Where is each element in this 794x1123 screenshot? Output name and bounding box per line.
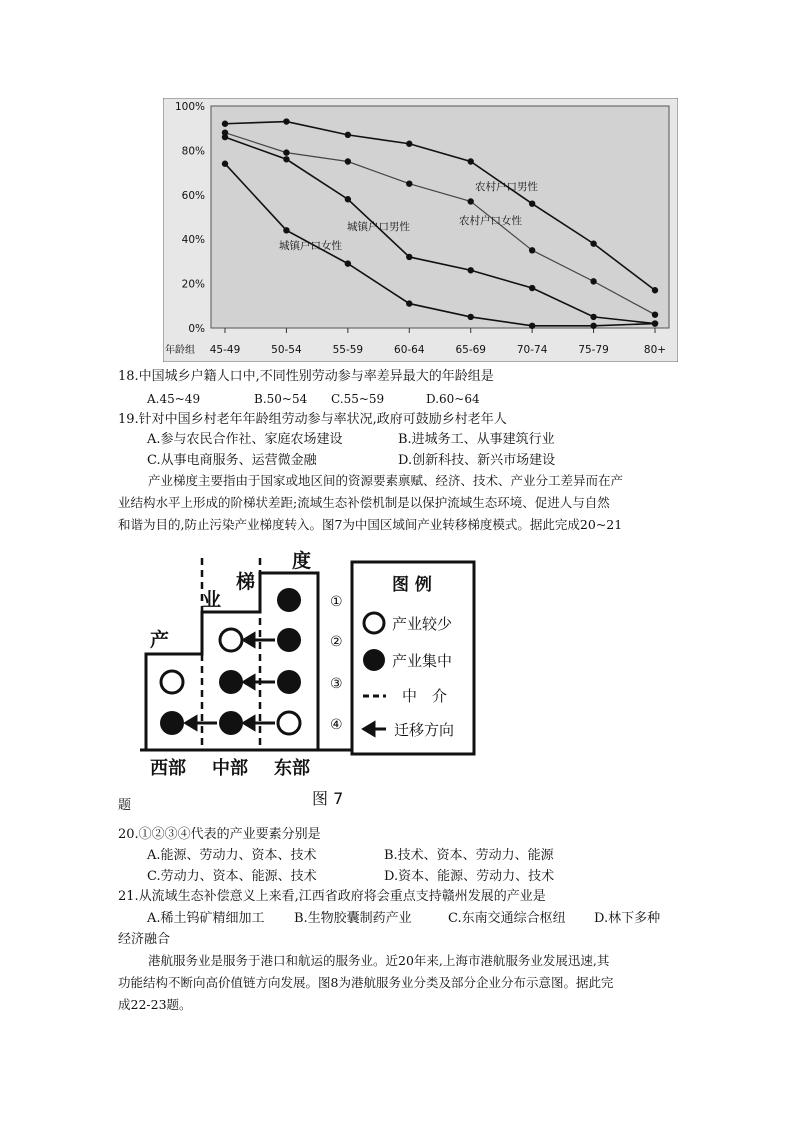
legend-intermediary-label: 中 介 xyxy=(402,687,448,705)
label-rural-male: 农村户口男性 xyxy=(475,181,538,193)
series-3-point xyxy=(468,267,474,273)
q20-option-d[interactable]: D.资本、能源、劳动力、技术 xyxy=(384,869,555,884)
passage2-line2: 功能结构不断向高价值链方向发展。图8为港航服务业分类及部分企业分布示意图。据此完 xyxy=(118,975,614,990)
q20-stem: 20.①②③④代表的产业要素分别是 xyxy=(118,827,321,842)
q18-option-a[interactable]: A.45~49 xyxy=(147,392,201,406)
series-4-point xyxy=(345,260,351,266)
plot-area xyxy=(211,106,669,328)
y-tick-label: 80% xyxy=(181,145,205,158)
y-tick-label: 20% xyxy=(181,278,205,291)
x-tick-label: 55-59 xyxy=(332,344,364,356)
series-3-point xyxy=(283,156,289,162)
series-3-point xyxy=(590,314,596,320)
series-4-point xyxy=(468,314,474,320)
passage1-line4: 题 xyxy=(118,798,132,813)
x-axis-prefix: 年龄组 xyxy=(165,345,195,356)
q21-option-c[interactable]: C.东南交通综合枢纽 xyxy=(448,911,566,926)
central-row4-concentrated xyxy=(219,711,243,735)
series-1-point xyxy=(345,132,351,138)
series-3-point xyxy=(222,134,228,140)
q21-stem: 21.从流域生态补偿意义上来看,江西省政府将会重点支持赣州发展的产业是 xyxy=(118,889,546,904)
west-row3-few xyxy=(161,671,183,693)
q20-option-b[interactable]: B.技术、资本、劳动力、能源 xyxy=(384,848,554,863)
q20-option-c[interactable]: C.劳动力、资本、能源、技术 xyxy=(147,869,317,884)
step-label-4: 度 xyxy=(292,550,312,572)
passage-industrial-gradient xyxy=(118,470,678,536)
q19-stem: 19.针对中国乡村老年年龄组劳动参与率状况,政府可鼓励乡村老年人 xyxy=(118,412,507,427)
label-urban-male: 城镇户口男性 xyxy=(347,221,410,233)
row-label-1: ① xyxy=(330,594,343,610)
series-2-point xyxy=(345,158,351,164)
passage-port-shipping xyxy=(118,950,678,1016)
central-row3-concentrated xyxy=(219,670,243,694)
legend-concentrated-icon xyxy=(363,649,385,671)
series-4-point xyxy=(590,323,596,329)
west-row4-concentrated xyxy=(160,711,184,735)
passage2-line3: 成22-23题。 xyxy=(118,997,192,1012)
series-4-point xyxy=(222,161,228,167)
legend-title: 图 例 xyxy=(392,575,432,595)
row-label-3: ③ xyxy=(330,676,343,692)
series-1-point xyxy=(406,141,412,147)
series-2-point xyxy=(529,247,535,253)
q21-option-d[interactable]: D.林下多种 xyxy=(594,911,661,926)
q18-option-c[interactable]: C.55~59 xyxy=(331,392,385,406)
east-row2-concentrated xyxy=(277,628,301,652)
label-urban-female: 城镇户口女性 xyxy=(279,240,342,252)
legend-migration-label: 迁移方向 xyxy=(394,721,455,739)
q18-option-d[interactable]: D.60~64 xyxy=(426,392,480,406)
q21-option-b[interactable]: B.生物胶囊制药产业 xyxy=(294,911,412,926)
region-west: 西部 xyxy=(150,758,186,779)
x-tick-label: 75-79 xyxy=(578,344,609,356)
q19-option-c[interactable]: C.从事电商服务、运营微金融 xyxy=(147,453,317,468)
series-4-point xyxy=(652,320,658,326)
series-1-point xyxy=(590,240,596,246)
x-tick-label: 45-49 xyxy=(209,344,241,356)
series-2-point xyxy=(590,278,596,284)
y-tick-label: 0% xyxy=(188,323,205,335)
step-label-3: 梯 xyxy=(236,571,256,593)
series-1-point xyxy=(283,118,289,124)
east-row4-few xyxy=(278,712,300,734)
series-2-point xyxy=(652,311,658,317)
q18-stem: 18.中国城乡户籍人口中,不同性别劳动参与率差异最大的年龄组是 xyxy=(118,369,494,384)
q21-option-d-continued: 经济融合 xyxy=(118,932,171,947)
series-1-point xyxy=(529,200,535,206)
series-3-point xyxy=(345,196,351,202)
step-label-2: 业 xyxy=(202,589,222,611)
legend-few-icon xyxy=(364,613,384,633)
series-3-point xyxy=(406,254,412,260)
q19-option-b[interactable]: B.进城务工、从事建筑行业 xyxy=(398,432,555,447)
x-tick-label: 50-54 xyxy=(271,344,302,356)
q21-option-a[interactable]: A.稀土钨矿精细加工 xyxy=(147,911,265,926)
legend-concentrated-label: 产业集中 xyxy=(392,652,453,670)
x-tick-label: 80+ xyxy=(643,344,667,356)
y-tick-label: 40% xyxy=(181,234,205,247)
region-east: 东部 xyxy=(274,758,310,779)
figure-7-caption: 图 7 xyxy=(312,789,344,808)
row-label-2: ② xyxy=(330,634,343,650)
x-tick-label: 65-69 xyxy=(455,344,486,356)
series-2-point xyxy=(283,149,289,155)
series-1-point xyxy=(222,121,228,127)
series-2-point xyxy=(406,181,412,187)
labor-participation-chart xyxy=(163,98,678,362)
series-3-point xyxy=(529,285,535,291)
series-1-point xyxy=(468,158,474,164)
q18-option-b[interactable]: B.50~54 xyxy=(254,392,308,406)
passage1-line3: 和谐为目的,防止污染产业梯度转入。图7为中国区域间产业转移梯度模式。据此完成20~21 xyxy=(118,517,623,532)
row-label-4: ④ xyxy=(330,717,343,733)
q19-option-d[interactable]: D.创新科技、新兴市场建设 xyxy=(398,453,556,468)
east-row3-concentrated xyxy=(277,670,301,694)
figure-7-industrial-transfer xyxy=(120,540,480,812)
q20-option-a[interactable]: A.能源、劳动力、资本、技术 xyxy=(147,848,317,863)
passage2-line1: 港航服务业是服务于港口和航运的服务业。近20年来,上海市港航服务业发展迅速,其 xyxy=(148,953,610,968)
central-row2-few xyxy=(220,629,242,651)
passage1-line2: 业结构水平上形成的阶梯状差距;流域生态补偿机制是以保护流域生态环境、促进人与自然 xyxy=(118,495,610,510)
east-row1-concentrated xyxy=(277,588,301,612)
series-1-point xyxy=(652,287,658,293)
x-tick-label: 60-64 xyxy=(394,344,425,356)
passage1-line1: 产业梯度主要指由于国家或地区间的资源要素禀赋、经济、技术、产业分工差异而在产 xyxy=(148,473,624,488)
series-4-point xyxy=(406,300,412,306)
series-4-point xyxy=(283,227,289,233)
label-rural-female: 农村户口女性 xyxy=(459,215,522,227)
series-4-point xyxy=(529,323,535,329)
q19-option-a[interactable]: A.参与农民合作社、家庭农场建设 xyxy=(147,432,343,447)
y-tick-label: 100% xyxy=(174,101,205,113)
step-label-1: 产 xyxy=(150,629,170,651)
series-2-point xyxy=(468,198,474,204)
x-tick-label: 70-74 xyxy=(516,344,548,356)
y-tick-label: 60% xyxy=(181,189,205,202)
legend-few-label: 产业较少 xyxy=(392,615,453,633)
region-central: 中部 xyxy=(212,758,248,779)
